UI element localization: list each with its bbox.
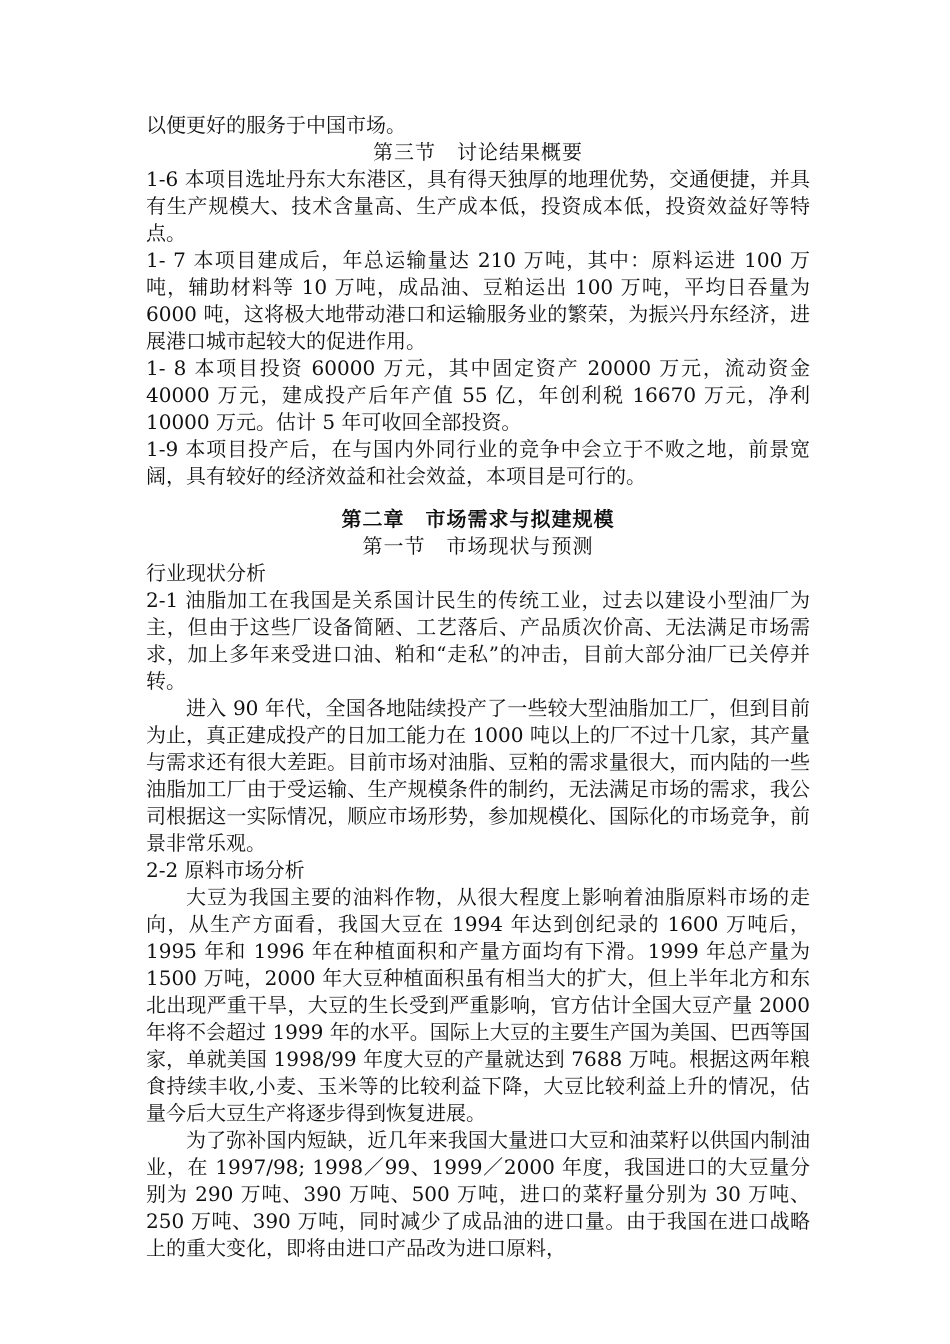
paragraph-1-9: 1-9 本项目投产后，在与国内外同行业的竞争中会立于不败之地，前景宽阔，具有较好的经济效益和社会效益，本项目是可行的。	[146, 437, 810, 488]
section-heading-3: 第三节 讨论结果概要	[373, 140, 583, 164]
chapter-heading-2: 第二章 市场需求与拟建规模	[341, 507, 615, 531]
paragraph-soybean: 大豆为我国主要的油料作物，从很大程度上影响着油脂原料市场的走向，从生产方面看，我国大豆在 1994 年达到创纪录的 1600 万吨后，1995 年和 1996 年在种植面积和产量方面均有下滑。1999 年总产量为 1500 万吨，2000 年大豆种植面积虽有相当大的扩大，但上半年北方和东北出现严重干旱，大豆的生长受到严重影响，官方估计全国大豆产量 2000 年将不会超过 1999 年的水平。国际上大豆的主要生产国为美国、巴西等国家，单就美国 1998/99 年度大豆的产量就达到 7688 万吨。根据这两年粮食持续丰收,小麦、玉米等的比较利益下降，大豆比较利益上升的情况，估量今后大豆生产将逐步得到恢复进展。	[146, 885, 810, 1125]
paragraph-2-1: 2-1 油脂加工在我国是关系国计民生的传统工业，过去以建设小型油厂为主，但由于这些厂设备简陋、工艺落后、产品质次价高、无法满足市场需求，加上多年来受进口油、粕和“走私”的冲击，目前大部分油厂已关停并转。	[146, 588, 810, 693]
paragraph-1-7: 1- 7 本项目建成后，年总运输量达 210 万吨，其中：原料运进 100 万吨，辅助材料等 10 万吨，成品油、豆粕运出 100 万吨，平均日吞量为 6000 吨，这将极大地带动港口和运输服务业的繁荣，为振兴丹东经济，进展港口城市起较大的促进作用。	[146, 248, 810, 353]
paragraph-1-6: 1-6 本项目选址丹东大东港区，具有得天独厚的地理优势，交通便捷，并具有生产规模大、技术含量高、生产成本低，投资成本低，投资效益好等特点。	[146, 167, 810, 245]
paragraph-import: 为了弥补国内短缺，近几年来我国大量进口大豆和油菜籽以供国内制油业，在 1997/98; 1998／99、1999／2000 年度，我国进口的大豆量分别为 290 万吨、390 万吨、500 万吨，进口的菜籽量分别为 30 万吨、250 万吨、390 万吨，同时减少了成品油的进口量。由于我国在进口战略上的重大变化，即将由进口产品改为进口原料，	[146, 1128, 810, 1260]
subheading-raw-material-market: 2-2 原料市场分析	[146, 858, 305, 882]
paragraph-continuation: 以便更好的服务于中国市场。	[146, 113, 406, 137]
subheading-industry-status: 行业现状分析	[146, 561, 266, 585]
document-page	[146, 112, 810, 1262]
paragraph-1-8: 1- 8 本项目投资 60000 万元，其中固定资产 20000 万元，流动资金 40000 万元，建成投产后年产值 55 亿，年创利税 16670 万元，净利 10000 万元。估计 5 年可收回全部投资。	[146, 356, 810, 434]
paragraph-1990s: 进入 90 年代，全国各地陆续投产了一些较大型油脂加工厂，但到目前为止，真正建成投产的日加工能力在 1000 吨以上的厂不过十几家，其产量与需求还有很大差距。目前市场对油脂、豆粕的需求量很大，而内陆的一些油脂加工厂由于受运输、生产规模条件的制约，无法满足市场的需求，我公司根据这一实际情况，顺应市场形势，参加规模化、国际化的市场竞争，前景非常乐观。	[146, 696, 810, 855]
section-heading-1: 第一节 市场现状与预测	[362, 534, 594, 558]
